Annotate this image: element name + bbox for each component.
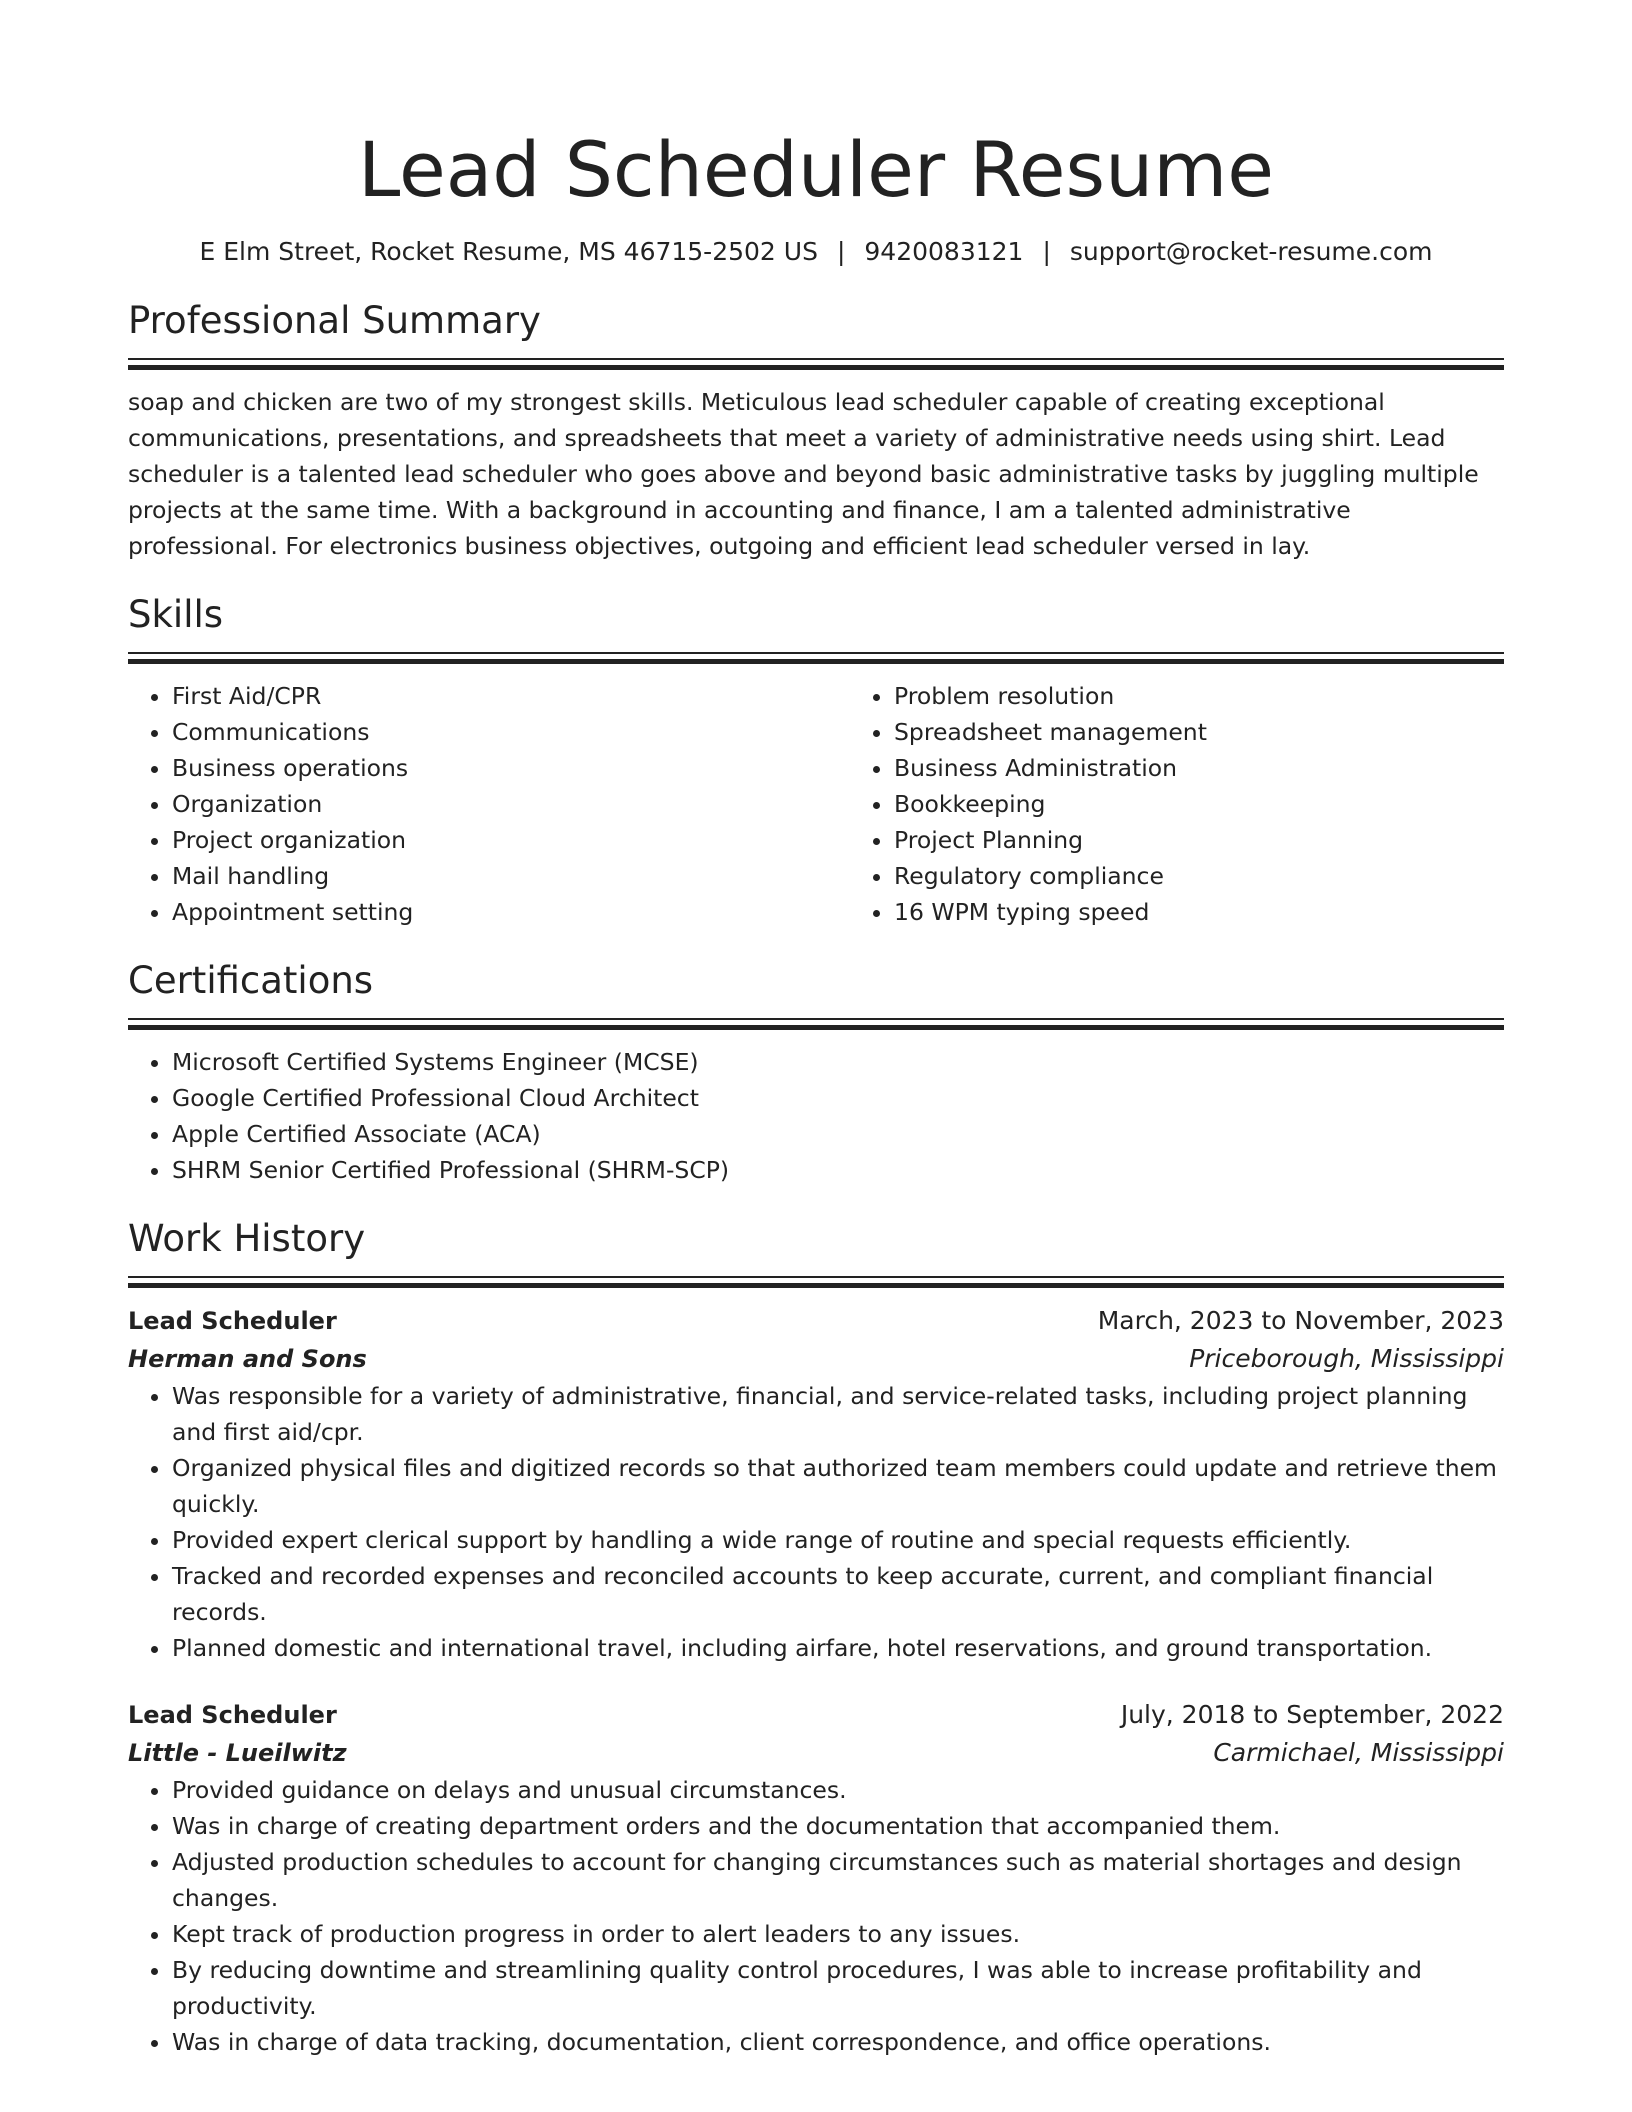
skill-item: • Spreadsheet management bbox=[894, 714, 1572, 750]
skill-item: • Business operations bbox=[172, 750, 850, 786]
skill-item: • Appointment setting bbox=[172, 894, 850, 930]
job-duty-item: • Adjusted production schedules to account for changing circumstances such as material shortages and design changes. bbox=[172, 1844, 1504, 1916]
job-location: Priceborough, Mississippi bbox=[1189, 1344, 1504, 1373]
resume-title: Lead Scheduler Resume bbox=[357, 125, 1275, 214]
job-title: Lead Scheduler bbox=[128, 1307, 337, 1335]
job-entry bbox=[128, 1302, 1504, 1666]
job-duties-list bbox=[128, 1378, 1504, 1666]
section-divider bbox=[128, 652, 1504, 664]
job-title: Lead Scheduler bbox=[128, 1701, 337, 1729]
job-duty-item: • Kept track of production progress in order to alert leaders to any issues. bbox=[172, 1916, 1504, 1952]
skill-item: • Mail handling bbox=[172, 858, 850, 894]
job-duty-item: • Was in charge of creating department orders and the documentation that accompanied them. bbox=[172, 1808, 1504, 1844]
section-divider bbox=[128, 358, 1504, 370]
certifications-section bbox=[128, 958, 1504, 1188]
skill-item: • Communications bbox=[172, 714, 850, 750]
skills-columns bbox=[128, 678, 1504, 930]
certifications-list bbox=[128, 1044, 1504, 1188]
summary-section bbox=[128, 298, 1504, 564]
job-duty-item: • Tracked and recorded expenses and reconciled accounts to keep accurate, current, and compliant financial records. bbox=[172, 1558, 1504, 1630]
job-duties-list bbox=[128, 1772, 1504, 2060]
section-heading-summary: Professional Summary bbox=[128, 299, 541, 342]
certification-item: • Google Certified Professional Cloud Architect bbox=[172, 1080, 1504, 1116]
contact-address: E Elm Street, Rocket Resume, MS 46715-2502 US bbox=[199, 237, 818, 266]
job-dates: March, 2023 to November, 2023 bbox=[1097, 1306, 1504, 1335]
job-header-row bbox=[128, 1302, 1504, 1340]
summary-text: soap and chicken are two of my strongest skills. Meticulous lead scheduler capable of creating exceptional communications, presentations, and spreadsheets that meet a variety of administrative needs using shirt. Lead scheduler is a talented lead scheduler who goes above and beyond basic administrative tasks by juggling multiple projects at the same time. With a background in accounting and finance, I am a talented administrative professional. For electronics business objectives, outgoing and efficient lead scheduler versed in lay. bbox=[128, 388, 1479, 560]
job-duty-item: • Planned domestic and international travel, including airfare, hotel reservations, and ground transportation. bbox=[172, 1630, 1504, 1666]
resume-page bbox=[128, 0, 1504, 2060]
skill-item: • Project organization bbox=[172, 822, 850, 858]
skills-list-left bbox=[128, 678, 850, 930]
section-divider bbox=[128, 1276, 1504, 1288]
section-heading-work-history: Work History bbox=[128, 1217, 366, 1260]
job-company-row bbox=[128, 1340, 1504, 1378]
skill-item: • First Aid/CPR bbox=[172, 678, 850, 714]
certification-item: • SHRM Senior Certified Professional (SHRM-SCP) bbox=[172, 1152, 1504, 1188]
section-heading-certifications: Certifications bbox=[128, 959, 374, 1002]
job-dates: July, 2018 to September, 2022 bbox=[1120, 1700, 1504, 1729]
skill-item: • Regulatory compliance bbox=[894, 858, 1572, 894]
job-duty-item: • Provided expert clerical support by handling a wide range of routine and special requests efficiently. bbox=[172, 1522, 1504, 1558]
certification-item: • Microsoft Certified Systems Engineer (MCSE) bbox=[172, 1044, 1504, 1080]
contact-line bbox=[128, 236, 1504, 268]
certification-item: • Apple Certified Associate (ACA) bbox=[172, 1116, 1504, 1152]
section-heading-skills: Skills bbox=[128, 593, 224, 636]
job-company: Little - Lueilwitz bbox=[128, 1739, 347, 1767]
skill-item: • Problem resolution bbox=[894, 678, 1572, 714]
skills-section bbox=[128, 592, 1504, 930]
job-duty-item: • Provided guidance on delays and unusual circumstances. bbox=[172, 1772, 1504, 1808]
section-divider bbox=[128, 1018, 1504, 1030]
skill-item: • Project Planning bbox=[894, 822, 1572, 858]
skill-item: • Business Administration bbox=[894, 750, 1572, 786]
work-history-section bbox=[128, 1216, 1504, 2060]
contact-email: support@rocket-resume.com bbox=[1069, 237, 1433, 266]
skill-item: • Organization bbox=[172, 786, 850, 822]
job-duty-item: • By reducing downtime and streamlining quality control procedures, I was able to increase profitability and productivity. bbox=[172, 1952, 1504, 2024]
job-location: Carmichael, Mississippi bbox=[1213, 1738, 1504, 1767]
contact-separator: | bbox=[1042, 237, 1051, 266]
job-duty-item: • Organized physical files and digitized records so that authorized team members could update and retrieve them quickly. bbox=[172, 1450, 1504, 1522]
job-company: Herman and Sons bbox=[128, 1345, 367, 1373]
skills-list-right bbox=[850, 678, 1572, 930]
contact-phone: 9420083121 bbox=[864, 237, 1024, 266]
skill-item: • Bookkeeping bbox=[894, 786, 1572, 822]
job-duty-item: • Was in charge of data tracking, documentation, client correspondence, and office operations. bbox=[172, 2024, 1504, 2060]
job-duty-item: • Was responsible for a variety of administrative, financial, and service-related tasks, including project planning and first aid/cpr. bbox=[172, 1378, 1504, 1450]
contact-separator: | bbox=[836, 237, 846, 266]
job-entry bbox=[128, 1696, 1504, 2060]
job-company-row bbox=[128, 1734, 1504, 1772]
job-header-row bbox=[128, 1696, 1504, 1734]
skill-item: • 16 WPM typing speed bbox=[894, 894, 1572, 930]
